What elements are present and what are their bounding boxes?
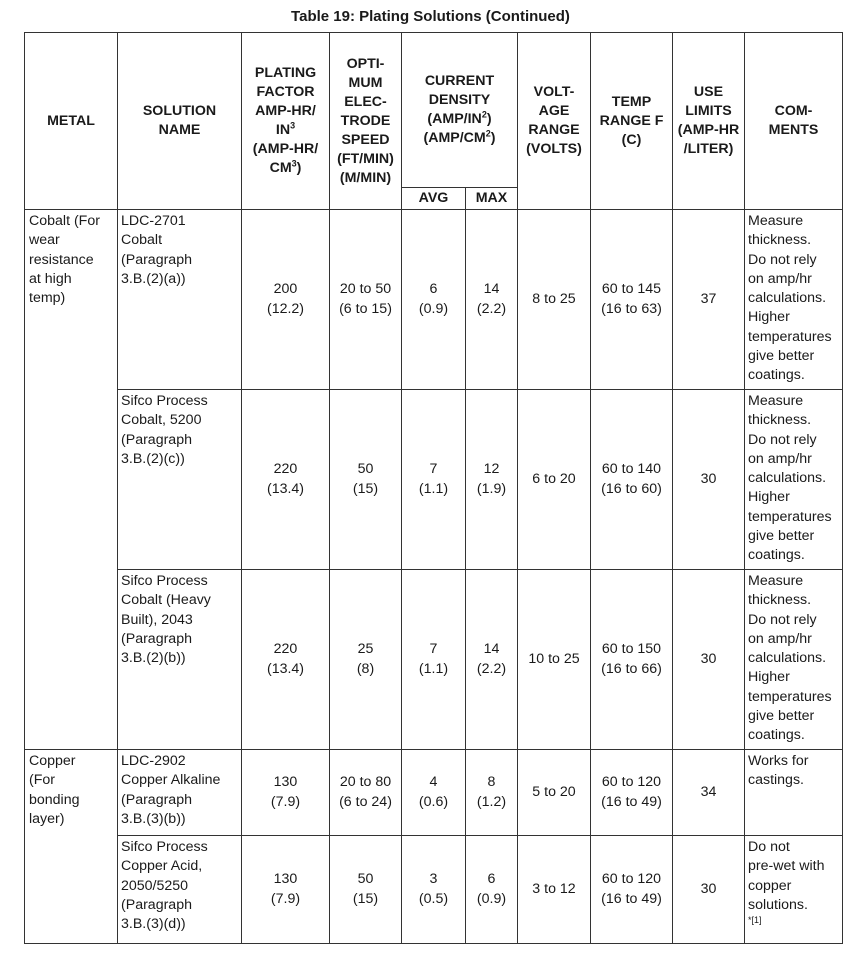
use-limits-cell: 37 — [673, 210, 745, 390]
solution-cell: LDC-2902 Copper Alkaline (Paragraph 3.B.(3)(b)) — [118, 750, 242, 836]
comments-cell — [745, 836, 843, 944]
metal-cell-copper: Copper (For bonding layer) — [25, 750, 118, 944]
header-current-density-metric-exponent: 2 — [485, 128, 491, 139]
table-row — [25, 210, 843, 390]
solution-cell: LDC-2701 Cobalt (Paragraph 3.B.(2)(a)) — [118, 210, 242, 390]
temp-cell: 60 to 140 (16 to 60) — [591, 390, 673, 570]
table-row — [25, 750, 843, 836]
plating-factor-cell: 220 (13.4) — [242, 390, 330, 570]
header-plating-factor-close: ) — [296, 160, 302, 176]
max-cell: 6 (0.9) — [466, 836, 518, 944]
avg-cell: 7 (1.1) — [402, 390, 466, 570]
header-comments: COM- MENTS — [745, 33, 843, 210]
voltage-cell: 5 to 20 — [518, 750, 591, 836]
header-current-density — [402, 33, 518, 188]
speed-cell: 25 (8) — [330, 570, 402, 750]
max-cell: 14 (2.2) — [466, 210, 518, 390]
header-plating-factor — [242, 33, 330, 210]
header-use-limits: USE LIMITS (AMP-HR /LITER) — [673, 33, 745, 210]
temp-cell: 60 to 145 (16 to 63) — [591, 210, 673, 390]
use-limits-cell: 34 — [673, 750, 745, 836]
header-voltage-range: VOLT- AGE RANGE (VOLTS) — [518, 33, 591, 210]
plating-solutions-table — [24, 32, 843, 944]
header-max: MAX — [466, 188, 518, 210]
header-plating-factor-exponent: 3 — [290, 120, 296, 131]
table-row — [25, 836, 843, 944]
comments-cell: Measure thickness. Do not rely on amp/hr calculations. Higher temperatures give better coatings. — [745, 390, 843, 570]
solution-cell: Sifco Process Copper Acid, 2050/5250 (Paragraph 3.B.(3)(d)) — [118, 836, 242, 944]
speed-cell: 20 to 80 (6 to 24) — [330, 750, 402, 836]
use-limits-cell: 30 — [673, 836, 745, 944]
voltage-cell: 8 to 25 — [518, 210, 591, 390]
header-metal: METAL — [25, 33, 118, 210]
comments-cell: Works for castings. — [745, 750, 843, 836]
comments-cell: Measure thickness. Do not rely on amp/hr calculations. Higher temperatures give better coatings. — [745, 210, 843, 390]
use-limits-cell: 30 — [673, 570, 745, 750]
header-avg: AVG — [402, 188, 466, 210]
voltage-cell: 10 to 25 — [518, 570, 591, 750]
comments-text: Do not pre-wet with copper solutions. — [748, 839, 825, 913]
max-cell: 14 (2.2) — [466, 570, 518, 750]
temp-cell: 60 to 120 (16 to 49) — [591, 750, 673, 836]
plating-factor-cell: 130 (7.9) — [242, 836, 330, 944]
voltage-cell: 3 to 12 — [518, 836, 591, 944]
avg-cell: 6 (0.9) — [402, 210, 466, 390]
avg-cell: 4 (0.6) — [402, 750, 466, 836]
table-title: Table 19: Plating Solutions (Continued) — [291, 8, 570, 25]
solution-cell: Sifco Process Cobalt (Heavy Built), 2043 (Paragraph 3.B.(2)(b)) — [118, 570, 242, 750]
speed-cell: 50 (15) — [330, 836, 402, 944]
temp-cell: 60 to 150 (16 to 66) — [591, 570, 673, 750]
max-cell: 8 (1.2) — [466, 750, 518, 836]
footnote-reference: *[1] — [748, 915, 762, 926]
table-row — [25, 390, 843, 570]
avg-cell: 7 (1.1) — [402, 570, 466, 750]
header-current-density-text: CURRENT DENSITY (AMP/IN — [424, 73, 495, 127]
header-current-density-exponent: 2 — [481, 109, 487, 120]
speed-cell: 20 to 50 (6 to 15) — [330, 210, 402, 390]
header-temp-range: TEMP RANGE F (C) — [591, 33, 673, 210]
comments-cell: Measure thickness. Do not rely on amp/hr calculations. Higher temperatures give better coatings. — [745, 570, 843, 750]
speed-cell: 50 (15) — [330, 390, 402, 570]
table-row — [25, 570, 843, 750]
temp-cell: 60 to 120 (16 to 49) — [591, 836, 673, 944]
use-limits-cell: 30 — [673, 390, 745, 570]
header-plating-factor-text: PLATING FACTOR AMP-HR/ IN — [254, 65, 317, 138]
header-solution-name: SOLUTION NAME — [118, 33, 242, 210]
header-row — [25, 33, 843, 188]
header-current-density-close: ) — [490, 130, 496, 146]
header-current-density-metric: ) (AMP/CM — [423, 111, 492, 146]
header-plating-factor-metric: (AMP-HR/ CM — [252, 141, 319, 176]
plating-factor-cell: 220 (13.4) — [242, 570, 330, 750]
header-plating-factor-metric-exponent: 3 — [291, 158, 297, 169]
max-cell: 12 (1.9) — [466, 390, 518, 570]
plating-factor-cell: 200 (12.2) — [242, 210, 330, 390]
voltage-cell: 6 to 20 — [518, 390, 591, 570]
solution-cell: Sifco Process Cobalt, 5200 (Paragraph 3.B.(2)(c)) — [118, 390, 242, 570]
avg-cell: 3 (0.5) — [402, 836, 466, 944]
metal-cell-cobalt: Cobalt (For wear resistance at high temp) — [25, 210, 118, 750]
header-optimum-speed: OPTI- MUM ELEC- TRODE SPEED (FT/MIN) (M/MIN) — [330, 33, 402, 210]
plating-factor-cell: 130 (7.9) — [242, 750, 330, 836]
